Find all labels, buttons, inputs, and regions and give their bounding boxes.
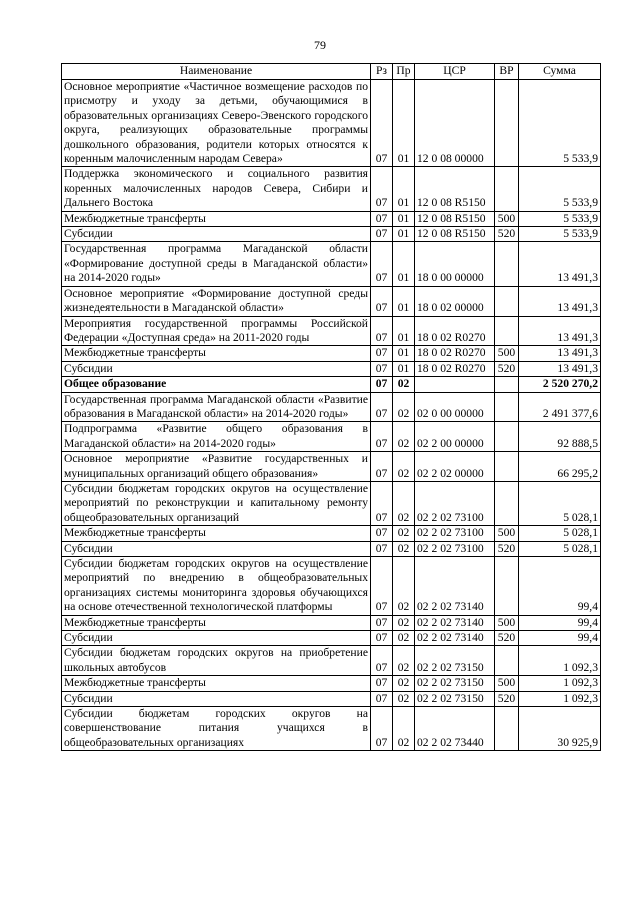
cell-sum: 2 520 270,2 <box>519 377 601 392</box>
budget-table <box>61 63 601 751</box>
table-row <box>62 526 601 541</box>
cell-rz: 07 <box>371 526 393 541</box>
table-row <box>62 227 601 242</box>
cell-rz: 07 <box>371 242 393 286</box>
table-row <box>62 242 601 286</box>
cell-vr <box>495 646 519 676</box>
cell-name: Субсидии <box>62 631 371 646</box>
table-row <box>62 676 601 691</box>
cell-name: Субсидии <box>62 227 371 242</box>
cell-csr: 02 2 02 73140 <box>415 615 495 630</box>
cell-sum: 13 491,3 <box>519 286 601 316</box>
cell-csr: 02 2 02 73150 <box>415 646 495 676</box>
cell-rz: 07 <box>371 361 393 376</box>
cell-rz: 07 <box>371 481 393 525</box>
cell-name: Государственная программа Магаданской области «Развитие образования в Магаданской области» на 2014-2020 годы» <box>62 392 371 422</box>
cell-name: Субсидии <box>62 691 371 706</box>
cell-csr: 02 2 02 73140 <box>415 557 495 616</box>
cell-sum: 1 092,3 <box>519 676 601 691</box>
cell-vr <box>495 286 519 316</box>
table-row <box>62 541 601 556</box>
cell-sum: 99,4 <box>519 615 601 630</box>
table-row <box>62 361 601 376</box>
cell-sum: 5 533,9 <box>519 167 601 211</box>
table-row <box>62 80 601 167</box>
cell-name: Мероприятия государственной программы Российской Федерации «Доступная среда» на 2011-2020 годы <box>62 316 371 346</box>
table-row <box>62 167 601 211</box>
cell-sum: 13 491,3 <box>519 361 601 376</box>
cell-name: Межбюджетные трансферты <box>62 211 371 226</box>
cell-sum: 5 028,1 <box>519 481 601 525</box>
table-row <box>62 452 601 482</box>
cell-csr: 02 2 02 73100 <box>415 481 495 525</box>
table-header-row <box>62 64 601 80</box>
cell-rz: 07 <box>371 452 393 482</box>
cell-pr: 02 <box>393 481 415 525</box>
cell-name: Общее образование <box>62 377 371 392</box>
cell-pr: 02 <box>393 691 415 706</box>
cell-sum: 1 092,3 <box>519 646 601 676</box>
cell-csr: 18 0 02 R0270 <box>415 316 495 346</box>
column-header-rz: Рз <box>371 64 393 80</box>
cell-pr: 01 <box>393 346 415 361</box>
cell-vr <box>495 316 519 346</box>
cell-rz: 07 <box>371 286 393 316</box>
cell-vr: 500 <box>495 676 519 691</box>
cell-sum: 66 295,2 <box>519 452 601 482</box>
cell-vr: 520 <box>495 541 519 556</box>
cell-vr: 520 <box>495 361 519 376</box>
cell-rz: 07 <box>371 377 393 392</box>
cell-name: Субсидии бюджетам городских округов на осуществление мероприятий по реконструкции и капитальному ремонту общеобразовательных организаций <box>62 481 371 525</box>
cell-vr <box>495 80 519 167</box>
cell-pr: 02 <box>393 676 415 691</box>
cell-pr: 01 <box>393 286 415 316</box>
column-header-vr: ВР <box>495 64 519 80</box>
table-row <box>62 631 601 646</box>
column-header-csr: ЦСР <box>415 64 495 80</box>
cell-rz: 07 <box>371 316 393 346</box>
table-row <box>62 481 601 525</box>
cell-name: Межбюджетные трансферты <box>62 615 371 630</box>
cell-name: Государственная программа Магаданской области «Формирование доступной среды в Магаданской области» на 2014-2020 годы» <box>62 242 371 286</box>
table-body <box>62 80 601 751</box>
cell-pr: 01 <box>393 167 415 211</box>
cell-csr: 02 2 02 73150 <box>415 691 495 706</box>
cell-vr: 500 <box>495 211 519 226</box>
cell-sum: 5 533,9 <box>519 211 601 226</box>
cell-sum: 30 925,9 <box>519 707 601 751</box>
cell-pr: 02 <box>393 377 415 392</box>
cell-csr: 12 0 08 R5150 <box>415 227 495 242</box>
cell-name: Поддержка экономического и социального развития коренных малочисленных народов Севера, Сибири и Дальнего Востока <box>62 167 371 211</box>
cell-sum: 2 491 377,6 <box>519 392 601 422</box>
cell-vr <box>495 707 519 751</box>
cell-csr <box>415 377 495 392</box>
cell-sum: 13 491,3 <box>519 316 601 346</box>
table-row <box>62 557 601 616</box>
table-row <box>62 646 601 676</box>
table-row <box>62 377 601 392</box>
column-header-name: Наименование <box>62 64 371 80</box>
cell-csr: 12 0 08 R5150 <box>415 167 495 211</box>
cell-rz: 07 <box>371 227 393 242</box>
cell-sum: 5 028,1 <box>519 541 601 556</box>
cell-sum: 99,4 <box>519 631 601 646</box>
cell-sum: 99,4 <box>519 557 601 616</box>
cell-csr: 02 2 02 73100 <box>415 526 495 541</box>
cell-pr: 02 <box>393 452 415 482</box>
cell-pr: 01 <box>393 316 415 346</box>
cell-pr: 02 <box>393 392 415 422</box>
cell-csr: 02 2 02 73440 <box>415 707 495 751</box>
cell-csr: 18 0 02 00000 <box>415 286 495 316</box>
cell-vr: 500 <box>495 346 519 361</box>
cell-name: Межбюджетные трансферты <box>62 346 371 361</box>
cell-rz: 07 <box>371 167 393 211</box>
cell-rz: 07 <box>371 615 393 630</box>
cell-rz: 07 <box>371 211 393 226</box>
page-number: 79 <box>314 38 326 52</box>
cell-rz: 07 <box>371 392 393 422</box>
cell-rz: 07 <box>371 80 393 167</box>
cell-pr: 01 <box>393 211 415 226</box>
cell-csr: 02 2 02 73150 <box>415 676 495 691</box>
cell-name: Субсидии бюджетам городских округов на совершенствование питания учащихся в общеобразовательных организациях <box>62 707 371 751</box>
cell-csr: 02 2 02 00000 <box>415 452 495 482</box>
cell-csr: 02 2 02 73100 <box>415 541 495 556</box>
cell-vr <box>495 167 519 211</box>
cell-csr: 18 0 02 R0270 <box>415 361 495 376</box>
cell-pr: 01 <box>393 361 415 376</box>
table-row <box>62 422 601 452</box>
cell-csr: 12 0 08 00000 <box>415 80 495 167</box>
cell-pr: 02 <box>393 707 415 751</box>
table-row <box>62 615 601 630</box>
cell-name: Основное мероприятие «Частичное возмещение расходов по присмотру и уходу за детьми, обучающимися в образовательных организациях Северо-Эвенского городского округа, реализующих образовательные программы дошкольного образования, родители которых относятся к коренным малочисленным народам Севера» <box>62 80 371 167</box>
cell-vr <box>495 422 519 452</box>
cell-sum: 92 888,5 <box>519 422 601 452</box>
cell-name: Субсидии бюджетам городских округов на приобретение школьных автобусов <box>62 646 371 676</box>
table-row <box>62 392 601 422</box>
cell-rz: 07 <box>371 691 393 706</box>
cell-name: Основное мероприятие «Формирование доступной среды жизнедеятельности в Магаданской области» <box>62 286 371 316</box>
cell-sum: 13 491,3 <box>519 242 601 286</box>
cell-csr: 02 0 00 00000 <box>415 392 495 422</box>
table-row <box>62 707 601 751</box>
table-row <box>62 211 601 226</box>
cell-csr: 02 2 02 73140 <box>415 631 495 646</box>
cell-sum: 1 092,3 <box>519 691 601 706</box>
cell-rz: 07 <box>371 541 393 556</box>
cell-csr: 18 0 02 R0270 <box>415 346 495 361</box>
cell-vr: 500 <box>495 526 519 541</box>
cell-csr: 12 0 08 R5150 <box>415 211 495 226</box>
cell-vr <box>495 377 519 392</box>
cell-vr <box>495 242 519 286</box>
table-row <box>62 286 601 316</box>
cell-sum: 5 533,9 <box>519 227 601 242</box>
column-header-pr: Пр <box>393 64 415 80</box>
cell-name: Основное мероприятие «Развитие государственных и муниципальных организаций общего образования» <box>62 452 371 482</box>
cell-rz: 07 <box>371 557 393 616</box>
cell-pr: 02 <box>393 422 415 452</box>
cell-sum: 5 028,1 <box>519 526 601 541</box>
cell-rz: 07 <box>371 676 393 691</box>
cell-vr <box>495 481 519 525</box>
cell-pr: 02 <box>393 615 415 630</box>
cell-name: Субсидии <box>62 541 371 556</box>
cell-csr: 18 0 00 00000 <box>415 242 495 286</box>
cell-csr: 02 2 00 00000 <box>415 422 495 452</box>
cell-pr: 02 <box>393 631 415 646</box>
cell-vr: 520 <box>495 227 519 242</box>
cell-rz: 07 <box>371 422 393 452</box>
cell-vr <box>495 392 519 422</box>
cell-name: Субсидии бюджетам городских округов на осуществление мероприятий по внедрению в общеобразовательных организациях системы мониторинга здоровья обучающихся на основе отечественной технологической платформы <box>62 557 371 616</box>
cell-name: Субсидии <box>62 361 371 376</box>
cell-pr: 01 <box>393 80 415 167</box>
cell-rz: 07 <box>371 346 393 361</box>
cell-rz: 07 <box>371 631 393 646</box>
cell-vr <box>495 557 519 616</box>
cell-name: Межбюджетные трансферты <box>62 676 371 691</box>
cell-vr: 520 <box>495 691 519 706</box>
cell-sum: 13 491,3 <box>519 346 601 361</box>
cell-pr: 02 <box>393 526 415 541</box>
column-header-sum: Сумма <box>519 64 601 80</box>
cell-sum: 5 533,9 <box>519 80 601 167</box>
cell-pr: 02 <box>393 541 415 556</box>
cell-name: Межбюджетные трансферты <box>62 526 371 541</box>
cell-vr <box>495 452 519 482</box>
cell-pr: 02 <box>393 557 415 616</box>
cell-vr: 500 <box>495 615 519 630</box>
cell-vr: 520 <box>495 631 519 646</box>
table-row <box>62 691 601 706</box>
table-row <box>62 316 601 346</box>
cell-rz: 07 <box>371 646 393 676</box>
cell-name: Подпрограмма «Развитие общего образования в Магаданской области» на 2014-2020 годы» <box>62 422 371 452</box>
cell-pr: 01 <box>393 227 415 242</box>
table-row <box>62 346 601 361</box>
cell-rz: 07 <box>371 707 393 751</box>
cell-pr: 02 <box>393 646 415 676</box>
cell-pr: 01 <box>393 242 415 286</box>
